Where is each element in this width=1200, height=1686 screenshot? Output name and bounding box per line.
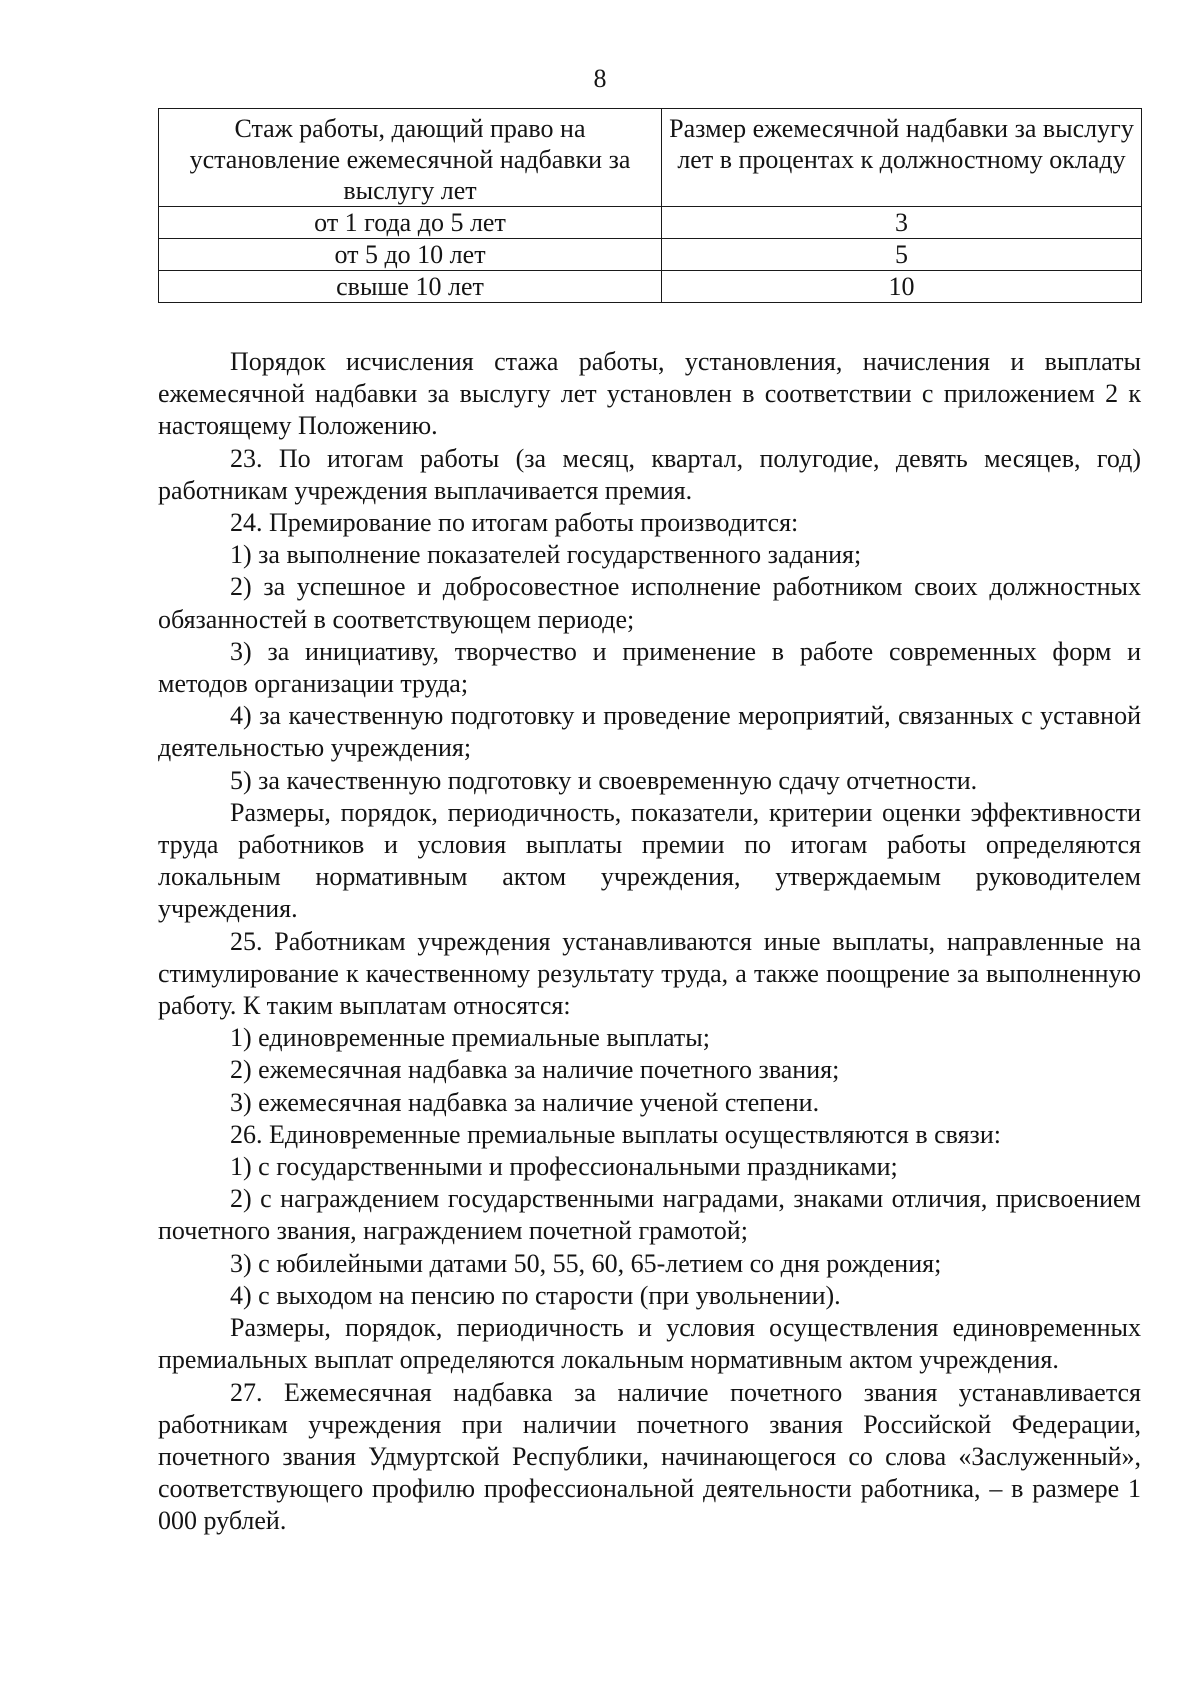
table-row <box>159 207 1142 239</box>
list-item: 4) за качественную подготовку и проведение мероприятий, связанных с уставной деятельностью учреждения; <box>158 701 1141 763</box>
table-cell-seniority: свыше 10 лет <box>159 271 662 303</box>
paragraph-seniority-procedure: Порядок исчисления стажа работы, установления, начисления и выплаты ежемесячной надбавки за выслугу лет установлен в соответствии с приложением 2 к настоящему Положению. <box>158 347 1141 441</box>
seniority-bonus-table <box>158 108 1142 303</box>
list-item: 1) единовременные премиальные выплаты; <box>230 1023 710 1053</box>
table-cell-percent: 5 <box>662 239 1142 271</box>
list-item: 1) с государственными и профессиональными праздниками; <box>230 1152 898 1182</box>
table-row <box>159 271 1142 303</box>
paragraph-24: 24. Премирование по итогам работы производится: <box>230 508 799 538</box>
list-item: 1) за выполнение показателей государственного задания; <box>230 540 862 570</box>
paragraph-25: 25. Работникам учреждения устанавливаются иные выплаты, направленные на стимулирование к качественному результату труда, а также поощрение за выполненную работу. К таким выплатам относятся: <box>158 926 1141 1021</box>
list-item: 2) ежемесячная надбавка за наличие почетного звания; <box>230 1055 840 1085</box>
paragraph-bonus-criteria: Размеры, порядок, периодичность, показатели, критерии оценки эффективности труда работников и условия выплаты премии по итогам работы определяются локальным нормативным актом учреждения, утверждаемым руководителем учреждения. <box>158 797 1141 924</box>
page-number: 8 <box>593 64 607 93</box>
paragraph-27: 27. Ежемесячная надбавка за наличие почетного звания устанавливается работникам учреждения при наличии почетного звания Российской Федерации, почетного звания Удмуртской Республики, начинающегося со слова «Заслуженный», соответствующего профилю профессиональной деятельности работника, – в размере 1 000 рублей. <box>158 1377 1141 1536</box>
table-cell-percent: 3 <box>662 207 1142 239</box>
table-cell-seniority: от 5 до 10 лет <box>159 239 662 271</box>
table-row <box>159 239 1142 271</box>
list-item: 3) с юбилейными датами 50, 55, 60, 65-летием со дня рождения; <box>230 1248 942 1278</box>
list-item: 5) за качественную подготовку и своевременную сдачу отчетности. <box>230 765 978 795</box>
table-header-seniority: Стаж работы, дающий право на установление ежемесячной надбавки за выслугу лет <box>159 109 662 207</box>
list-item: 3) ежемесячная надбавка за наличие ученой степени. <box>230 1087 820 1117</box>
paragraph-one-time-bonus-terms: Размеры, порядок, периодичность и условия осуществления единовременных премиальных выплат определяются локальным нормативным актом учреждения. <box>158 1313 1141 1375</box>
table-header-row <box>159 109 1142 207</box>
list-item: 2) за успешное и добросовестное исполнение работником своих должностных обязанностей в соответствующем периоде; <box>158 572 1141 634</box>
table-header-bonus-percent: Размер ежемесячной надбавки за выслугу лет в процентах к должностному окладу <box>662 109 1142 207</box>
table-cell-seniority: от 1 года до 5 лет <box>159 207 662 239</box>
table-cell-percent: 10 <box>662 271 1142 303</box>
paragraph-23: 23. По итогам работы (за месяц, квартал, полугодие, девять месяцев, год) работникам учреждения выплачивается премия. <box>158 443 1141 505</box>
list-item: 3) за инициативу, творчество и применение в работе современных форм и методов организации труда; <box>158 636 1141 699</box>
body-text <box>158 346 1141 1538</box>
list-item: 2) с награждением государственными наградами, знаками отличия, присвоением почетного звания, награждением почетной грамотой; <box>158 1184 1141 1246</box>
paragraph-26: 26. Единовременные премиальные выплаты осуществляются в связи: <box>230 1119 1001 1149</box>
list-item: 4) с выходом на пенсию по старости (при увольнении). <box>230 1280 841 1310</box>
